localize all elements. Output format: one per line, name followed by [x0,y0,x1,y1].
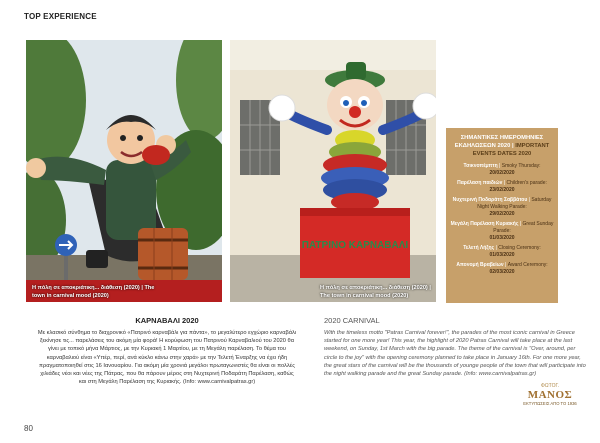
event-name-en: Award Ceremony: [507,262,548,268]
event-date: 01/03/2020 [489,235,515,241]
event-name-gr: Τσικνοπέμπτη [463,163,498,169]
event-date: 20/02/2020 [489,170,515,176]
photo-right-clown-float [230,40,436,302]
event-date: 02/03/2020 [489,269,515,275]
logo-name: ΜΑΝΟΣ [527,389,573,401]
important-dates-title-gr: ΣΗΜΑΝΤΙΚΕΣ ΗΜΕΡΟΜΗΝΙΕΣ ΕΚΔΗΛΩΣΕΩΝ 2020 [454,135,544,149]
important-dates-title: ΣΗΜΑΝΤΙΚΕΣ ΗΜΕΡΟΜΗΝΙΕΣ ΕΚΔΗΛΩΣΕΩΝ 2020 | IMPORTANT EVENTS DATES 2020 [454,135,550,157]
event-name-en: Great Sunday Parade: [493,221,554,234]
english-body: With the timeless motto "Patras Carnival forever!", the parades of the most iconic carnival in Greece started for one more year! This year, the highlight of 2020 Patras Carnival will take place at the last weekend, on Sunday, 1st March with the big parade. The theme of the carnival is "Over, around, per circle to the joy" with the opening ceremony planned to take place in January 16th. For one more year, the great stars of the carnival will be the thousands of younge people of the town that will participate into the night walking parade and the great Sunday parade. (Info: www.carnivalpatras.gr) [324,330,586,378]
greek-body: Με κλασικό σύνθημα το διαχρονικό «Πατρινό καρναβάλι για πάντα», το μεγαλύτερο εγχώριο καρναβάλι ξεκίνησε τις... παρελάσεις του ακόμη μία φορά! Η κορύφωση του Πατρινού Καρναβαλιού του 2020 θα γίνει με τοπικό μήνα Μάρτιος, με την Κυριακή 1 Μαρτίου, με τη Μεγάλη παρέλαση. Το θέμα του καρναβαλιού είναι «Υπέρ, περί, ανά κύκλο κάνω στην χαρά» με την Τελετή Έναρξης να έχει ήδη πραγματοποιηθεί στις 16 Ιανουαρίου. Για ακόμη μία χρονιά μεγάλοι πρωταγωνιστές θα είναι οι πολλές χιλιάδες νέοι και νέες της Πάτρας, που θα πάρουν μέρος στη Νυχτερινή Ποδαράτη Παρέλαση, καθώς και στη Μεγάλη Παρέλαση της Κυριακής. (Info: www.carnivalpatras.gr) [37,330,297,386]
important-dates-box [446,128,558,303]
section-label: TOP EXPERIENCE [24,12,97,21]
event-name-gr: Παρέλαση παιδιών [457,180,503,186]
greek-article [36,316,298,386]
photo-left-carnival-figure [26,40,222,302]
event-name-en: Children's parade: [506,180,547,186]
event-item: Απονομή Βραβείων | Award Ceremony: 02/03/2020 [456,262,548,275]
event-item: Τελετή Λήξης | Closing Ceremony: 01/03/2020 [463,245,541,258]
event-name-gr: Απονομή Βραβείων [456,262,504,268]
greek-heading: ΚΑΡΝΑΒΑΛΙ 2020 [135,316,199,325]
event-item: Παρέλαση παιδιών | Children's parade: 23/02/2020 [457,180,547,193]
event-name-en: Closing Ceremony: [498,245,541,251]
event-date: 01/03/2020 [489,252,515,258]
english-article [324,316,586,378]
photo-studio-logo [519,383,581,429]
event-item: Τσικνοπέμπτη | Smoky Thursday: 20/02/2020 [463,163,541,176]
float-sign-text: ΠΑΤΡΙΝΟ ΚΑΡΝΑΒΑΛΙ [301,240,409,251]
event-name-gr: Μεγάλη Παρέλαση Κυριακής [450,221,519,227]
important-dates-title-en: IMPORTANT EVENTS DATES 2020 [472,143,550,157]
logo-crest: ΦΩΤΟΓ. [540,383,560,389]
page-number: 80 [24,424,33,433]
event-name-en: Smoky Thursday: [501,163,541,169]
event-name-gr: Τελετή Λήξης [463,245,495,251]
photo-right-caption: Η πόλη σε αποκριάτικη... διάθεση (2020) | The town in carnival mood (2020) [320,285,431,299]
event-item: Μεγάλη Παρέλαση Κυριακής | Great Sunday Parade: 01/03/2020 [450,221,554,241]
event-item: Νυχτερινή Ποδαράτη Σαββάτου | Saturday Night Walking Parade: 29/02/2020 [452,197,552,217]
event-date: 23/02/2020 [489,187,515,193]
english-heading: 2020 CARNIVAL [324,316,380,325]
photo-left-caption: Η πόλη σε αποκριάτικη... διάθεση (2020) | The town in carnival mood (2020) [32,285,155,299]
event-date: 29/02/2020 [489,211,515,217]
logo-subtitle: ΕΚΤΥΠΩΣΕΙΣ ΑΠΟ ΤΟ 1936 [523,401,577,406]
event-name-gr: Νυχτερινή Ποδαράτη Σαββάτου [452,197,528,203]
event-name-en: Saturday Night Walking Parade: [477,197,552,210]
